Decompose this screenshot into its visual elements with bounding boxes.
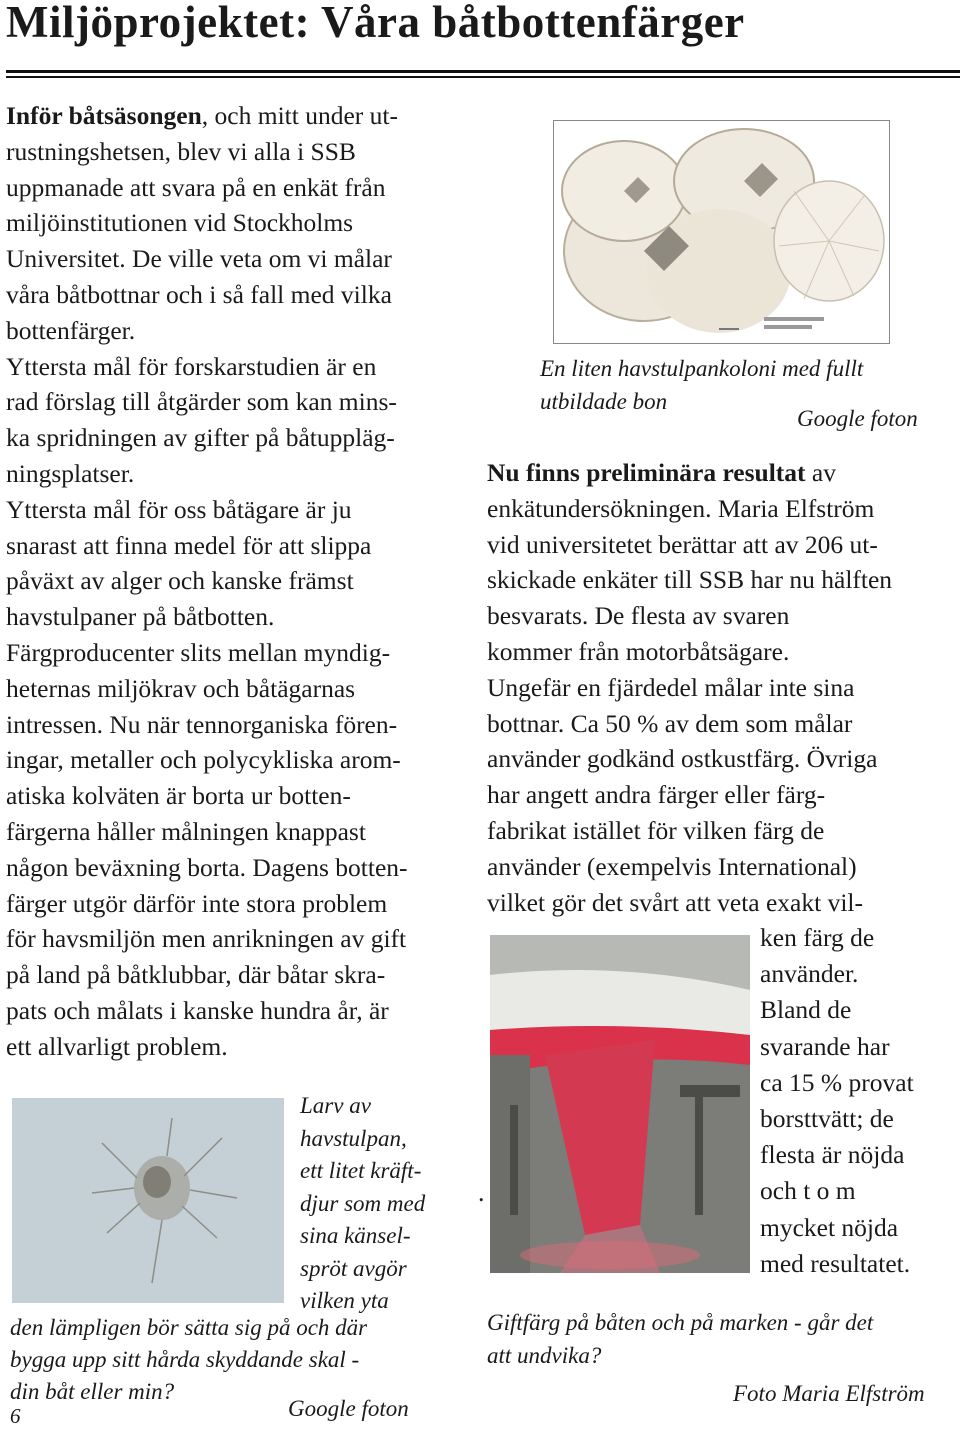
line-text: Universitet. De ville veta om vi målar: [6, 244, 392, 274]
text-line: [6, 205, 408, 241]
stray-dot: .: [478, 1178, 485, 1207]
line-text: , och mitt under ut-: [201, 101, 398, 130]
bold-lead-in: Inför båtsäsongen: [6, 101, 202, 130]
boat-caption-line: Giftfärg på båten och på marken - går det: [487, 1310, 874, 1335]
text-line: med resultatet.: [760, 1248, 911, 1278]
larva-caption-line: vilken yta: [300, 1288, 389, 1313]
text-line: [6, 420, 408, 456]
text-line: [487, 527, 892, 563]
line-text: Ungefär en fjärdedel målar inte sina: [487, 672, 855, 702]
line-text: färgerna håller målningen knappast: [6, 816, 366, 846]
bold-lead-in: Nu finns preliminära resultat: [487, 458, 806, 487]
line-text: ningsplatser.: [6, 458, 135, 488]
text-line: [487, 885, 892, 921]
text-line: [487, 849, 892, 885]
line-text: ka spridningen av gifter på båtuppläg-: [6, 423, 395, 453]
line-text: snarast att finna medel för att slippa: [6, 530, 372, 560]
barnacle-photo-credit: Google foton: [797, 406, 918, 431]
line-text: intressen. Nu när tennorganiska fören-: [6, 709, 398, 739]
larva-caption-line: havstulpan,: [300, 1125, 407, 1151]
line-text: skickade enkäter till SSB har nu hälften: [487, 565, 893, 595]
larva-caption-line: Larv av: [300, 1093, 371, 1118]
text-line: [6, 635, 408, 671]
text-line: [6, 957, 408, 993]
larva-caption-line: ett litet kräft-: [300, 1158, 422, 1183]
larva-caption-line: sina känsel-: [300, 1223, 411, 1248]
line-text: av: [805, 458, 836, 487]
text-line: [6, 277, 408, 313]
title-rule-thick: [6, 70, 960, 73]
text-line: ken färg de: [760, 923, 875, 952]
larva-caption-line: den lämpligen bör sätta sig på och där: [10, 1315, 368, 1340]
text-line: [487, 741, 892, 777]
line-text: uppmanade att svara på en enkät från: [6, 172, 386, 202]
line-text: ett allvarligt problem.: [6, 1031, 228, 1061]
larva-caption-wide: [10, 1312, 367, 1408]
text-line: [6, 241, 408, 277]
text-line: [6, 850, 408, 886]
larva-photo-credit: Google foton: [288, 1396, 409, 1421]
text-line: [487, 455, 892, 491]
barnacle-caption-line: En liten havstulpankoloni med fullt: [540, 356, 864, 381]
right-wrap-text: [760, 920, 914, 1282]
text-line: [6, 134, 408, 170]
line-text: pats och målats i kanske hundra år, är: [6, 995, 389, 1025]
line-text: vilket gör det svårt att veta exakt vil-: [487, 887, 864, 917]
text-line: använder.: [760, 959, 859, 989]
line-text: kommer från motorbåtsägare.: [487, 636, 790, 666]
page-number: 6: [10, 1404, 21, 1428]
boat-hull-photo: [490, 935, 750, 1273]
barnacle-colony-photo: [553, 120, 890, 344]
larva-caption-narrow: [300, 1090, 425, 1318]
text-line: [6, 707, 408, 743]
text-line: ca 15 % provat: [760, 1067, 914, 1097]
text-line: [487, 670, 892, 706]
larva-caption-line: spröt avgör: [300, 1255, 407, 1281]
text-line: [6, 742, 408, 778]
line-text: påväxt av alger och kanske främst: [6, 566, 354, 596]
text-line: [6, 456, 408, 492]
larva-caption-line: bygga upp sitt hårda skyddande skal -: [10, 1347, 360, 1372]
title-rule-thin: [6, 76, 960, 78]
line-text: använder (exempelvis International): [487, 851, 857, 881]
text-line: [6, 313, 408, 349]
line-text: bottnar. Ca 50 % av dem som målar: [487, 708, 853, 738]
line-text: rad förslag till åtgärder som kan mins-: [6, 387, 397, 417]
text-line: [6, 778, 408, 814]
text-line: [6, 1029, 408, 1065]
text-line: [6, 492, 408, 528]
text-line: [6, 528, 408, 564]
text-line: [487, 562, 892, 598]
line-text: Yttersta mål för forskarstudien är en: [6, 351, 377, 381]
text-line: [6, 671, 408, 707]
line-text: havstulpaner på båtbotten.: [6, 602, 275, 632]
boat-photo-credit: Foto Maria Elfström: [733, 1381, 925, 1406]
line-text: vid universitetet berättar att av 206 ut-: [487, 529, 878, 559]
text-line: [6, 599, 408, 635]
line-text: rustningshetsen, blev vi alla i SSB: [6, 136, 356, 166]
line-text: fabrikat istället för vilken färg de: [487, 815, 825, 845]
text-line: [6, 993, 408, 1029]
text-line: [6, 563, 408, 599]
text-line: [487, 634, 892, 670]
line-text: enkätundersökningen. Maria Elfström: [487, 493, 875, 523]
text-line: [6, 170, 408, 206]
line-text: besvarats. De flesta av svaren: [487, 601, 790, 631]
boat-caption: [487, 1306, 873, 1372]
page-title: Miljöprojektet: Våra båtbottenfärger: [6, 0, 745, 47]
line-text: bottenfärger.: [6, 315, 136, 345]
text-line: [6, 921, 408, 957]
text-line: mycket nöjda: [760, 1212, 899, 1242]
line-text: har angett andra färger eller färg-: [487, 780, 826, 810]
text-line: flesta är nöjda: [760, 1140, 905, 1170]
text-line: och t o m: [760, 1176, 856, 1206]
line-text: atiska kolväten är borta ur botten-: [6, 781, 351, 811]
text-line: [487, 813, 892, 849]
text-line: [6, 814, 408, 850]
text-line: [6, 886, 408, 922]
text-line: [6, 349, 408, 385]
line-text: Färgproducenter slits mellan myndig-: [6, 637, 391, 667]
right-column-text: [487, 455, 892, 920]
text-line: [487, 706, 892, 742]
text-line: Bland de: [760, 995, 852, 1025]
line-text: våra båtbottnar och i så fall med vilka: [6, 279, 392, 309]
text-line: [6, 384, 408, 420]
line-text: någon beväxning borta. Dagens botten-: [6, 852, 408, 882]
line-text: Yttersta mål för oss båtägare är ju: [6, 494, 352, 524]
line-text: heternas miljökrav och båtägarnas: [6, 673, 356, 703]
line-text: ingar, metaller och polycykliska arom-: [6, 745, 401, 775]
text-line: [487, 598, 892, 634]
text-line: [6, 98, 408, 134]
line-text: använder godkänd ostkustfärg. Övriga: [487, 744, 878, 774]
larva-caption-line: din båt eller min?: [10, 1379, 175, 1404]
line-text: för havsmiljön men anrikningen av gift: [6, 924, 407, 954]
barnacle-larva-photo: [12, 1098, 284, 1303]
text-line: [487, 777, 892, 813]
left-column-text: [6, 98, 408, 1065]
line-text: miljöinstitutionen vid Stockholms: [6, 208, 354, 238]
text-line: svarande har: [760, 1031, 890, 1061]
larva-caption-line: djur som med: [300, 1190, 426, 1216]
line-text: på land på båtklubbar, där båtar skra-: [6, 960, 386, 990]
text-line: borsttvätt; de: [760, 1104, 894, 1134]
text-line: [487, 491, 892, 527]
boat-caption-line: att undvika?: [487, 1343, 602, 1368]
line-text: färger utgör därför inte stora problem: [6, 888, 388, 918]
barnacle-caption-line: utbildade bon: [540, 389, 668, 414]
